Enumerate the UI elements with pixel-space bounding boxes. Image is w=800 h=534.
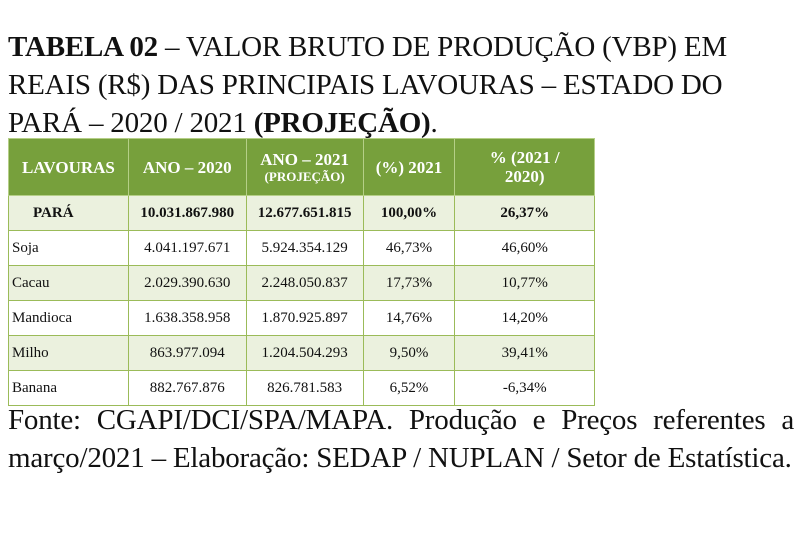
- row-value-2020: 882.767.876: [128, 371, 246, 406]
- vbp-table: [8, 138, 595, 406]
- row-value-2021: 12.677.651.815: [246, 196, 363, 231]
- row-value-2020: 4.041.197.671: [128, 231, 246, 266]
- row-pct-2021: 46,73%: [363, 231, 455, 266]
- row-pct-2021: 100,00%: [363, 196, 455, 231]
- source-note: Fonte: CGAPI/DCI/SPA/MAPA. Produção e Preços referentes a março/2021 – Elaboração: SEDAP / NUPLAN / Setor de Estatística.: [8, 404, 794, 474]
- row-value-2021: 2.248.050.837: [246, 266, 363, 301]
- header-lavouras: LAVOURAS: [9, 139, 129, 196]
- header-ano-2021-line1: ANO – 2021: [260, 149, 350, 169]
- row-variation: 26,37%: [455, 196, 595, 231]
- table-row: [9, 266, 595, 301]
- row-pct-2021: 9,50%: [363, 336, 455, 371]
- row-value-2020: 2.029.390.630: [128, 266, 246, 301]
- table-row: [9, 336, 595, 371]
- header-ano-2021: [246, 139, 363, 196]
- row-value-2021: 5.924.354.129: [246, 231, 363, 266]
- row-name: Milho: [9, 336, 129, 371]
- table-title-text: – VALOR BRUTO DE PRODUÇÃO (VBP) EM REAIS (R$) DAS PRINCIPAIS LAVOURAS – ESTADO DO PARÁ – 2020 / 2021: [8, 31, 728, 139]
- row-name: Banana: [9, 371, 129, 406]
- header-pct-2021: (%) 2021: [363, 139, 455, 196]
- row-value-2020: 10.031.867.980: [128, 196, 246, 231]
- table-row: [9, 231, 595, 266]
- table-title-projection: (PROJEÇÃO): [253, 107, 431, 139]
- row-name: PARÁ: [9, 196, 129, 231]
- row-name: Cacau: [9, 266, 129, 301]
- row-value-2021: 826.781.583: [246, 371, 363, 406]
- row-variation: 39,41%: [455, 336, 595, 371]
- row-variation: 10,77%: [455, 266, 595, 301]
- row-value-2020: 1.638.358.958: [128, 301, 246, 336]
- row-variation: 14,20%: [455, 301, 595, 336]
- header-variation-line2: 2020): [504, 167, 545, 186]
- header-variation: [455, 139, 595, 196]
- table-row: [9, 196, 595, 231]
- table-title-label: TABELA 02: [8, 31, 158, 63]
- row-variation: 46,60%: [455, 231, 595, 266]
- row-pct-2021: 14,76%: [363, 301, 455, 336]
- table-title-end: .: [430, 107, 438, 139]
- row-pct-2021: 17,73%: [363, 266, 455, 301]
- header-ano-2020: ANO – 2020: [128, 139, 246, 196]
- table-header: [9, 139, 595, 196]
- header-row: [9, 139, 595, 196]
- table-title: [8, 28, 794, 142]
- row-name: Mandioca: [9, 301, 129, 336]
- table-row: [9, 301, 595, 336]
- row-value-2021: 1.870.925.897: [246, 301, 363, 336]
- row-variation: -6,34%: [455, 371, 595, 406]
- row-value-2020: 863.977.094: [128, 336, 246, 371]
- table-body: [9, 196, 595, 406]
- header-ano-2021-line2: (PROJEÇÃO): [264, 168, 345, 184]
- row-value-2021: 1.204.504.293: [246, 336, 363, 371]
- row-name: Soja: [9, 231, 129, 266]
- header-variation-line1: % (2021 /: [489, 148, 560, 167]
- row-pct-2021: 6,52%: [363, 371, 455, 406]
